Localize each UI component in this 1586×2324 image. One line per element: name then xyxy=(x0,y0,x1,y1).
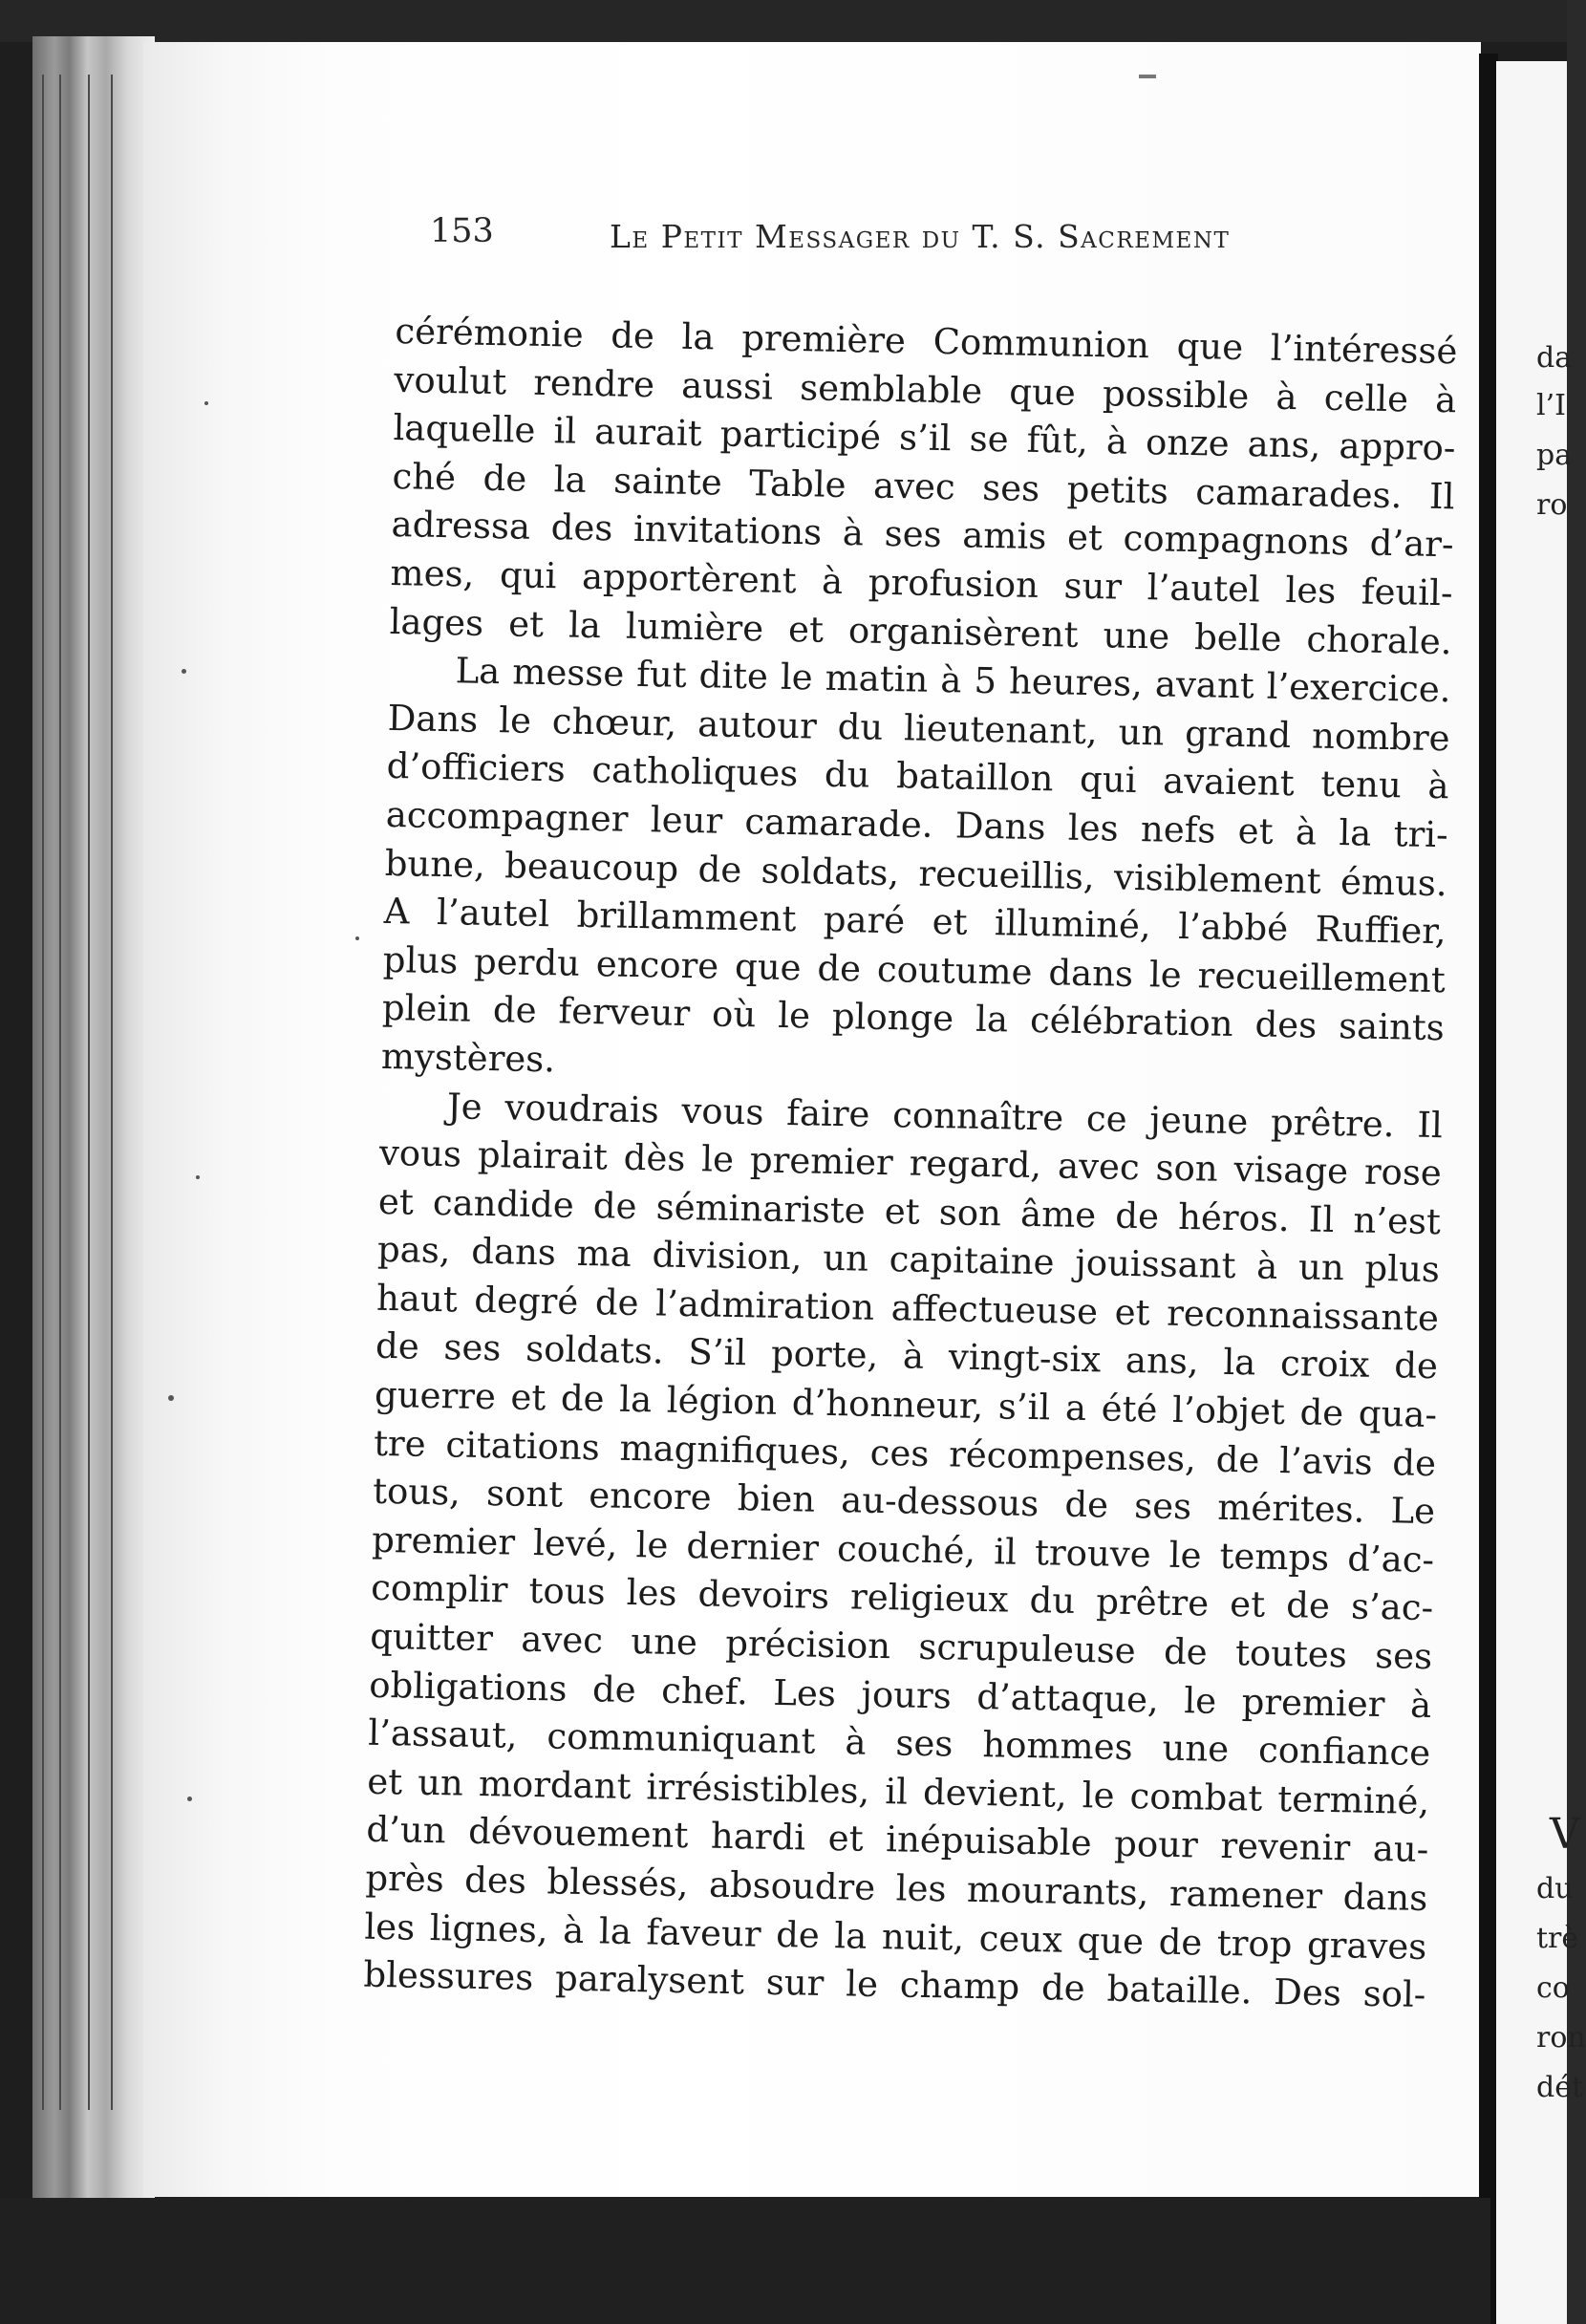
text-line: complir tous les devoirs religieux du prêtre et de s’ac- xyxy=(370,1567,1434,1629)
page-edge-line xyxy=(59,75,61,2110)
text-line: cérémonie de la première Communion que l’intéressé xyxy=(395,310,1458,373)
facing-page-fragment: dét xyxy=(1536,2071,1584,2104)
text-line: Je voudrais vous faire connaître ce jeune prêtre. Il xyxy=(446,1085,1444,1146)
text-line: d’un dévouement hardi et inépuisable pour revenir au- xyxy=(366,1809,1429,1871)
text-line: pas, dans ma division, un capitaine jouissant à un plus xyxy=(376,1229,1441,1291)
text-line: et candide de séminariste et son âme de héros. Il n’est xyxy=(377,1180,1442,1242)
facing-page-fragment: co xyxy=(1536,1971,1570,2005)
text-line: l’assaut, communiquant à ses hommes une confiance xyxy=(367,1711,1431,1775)
scan-speck xyxy=(196,1175,200,1179)
text-line: plein de ferveur où le plonge la célébration des saints xyxy=(381,987,1446,1049)
text-line: accompagner leur camarade. Dans les nefs et à la tri- xyxy=(385,793,1449,856)
facing-page-fragment: ron xyxy=(1536,2021,1586,2055)
scan-speck xyxy=(182,669,186,674)
facing-page-fragment: pa xyxy=(1536,439,1573,472)
facing-page-fragment: trè xyxy=(1536,1922,1579,1955)
text-line: mes, qui apportèrent à profusion sur l’autel les feuil- xyxy=(390,551,1453,614)
text-line: les lignes, à la faveur de la nuit, ceux que de trop graves xyxy=(364,1905,1427,1968)
text-line: et un mordant irrésistibles, il devient, le combat terminé, xyxy=(366,1760,1430,1822)
text-line: blessures paralysent sur le champ de bataille. Des sol- xyxy=(363,1953,1426,2016)
page-edge-line xyxy=(88,75,90,2110)
text-line: mystères. xyxy=(380,1035,556,1081)
text-line: ché de la sainte Table avec ses petits camarades. Il xyxy=(392,455,1455,518)
text-line: obligations de chef. Les jours d’attaque, le premier à xyxy=(368,1664,1432,1726)
scan-top-edge xyxy=(0,0,1567,42)
page-edge-line xyxy=(42,75,44,2110)
scan-bottom-edge xyxy=(0,2198,1490,2324)
page-stack-edges xyxy=(32,36,155,2215)
facing-page-fragment: du xyxy=(1536,1872,1574,1905)
scan-speck xyxy=(187,1797,192,1801)
scan-speck xyxy=(355,936,359,940)
scan-speck xyxy=(168,1395,174,1401)
page-mark xyxy=(1139,75,1156,78)
body-text xyxy=(363,308,1458,2020)
text-line: guerre et de la légion d’honneur, s’il a été l’objet de qua- xyxy=(374,1373,1438,1436)
text-line: tre citations magnifiques, ces récompenses, de l’avis de xyxy=(373,1422,1437,1484)
text-line: A l’autel brillamment paré et illuminé, l’abbé Ruffier, xyxy=(383,891,1447,953)
text-line: haut degré de l’admiration affectueuse et reconnaissante xyxy=(375,1277,1440,1340)
text-line: près des blessés, absoudre les mourants, ramener dans xyxy=(365,1857,1428,1920)
scan-speck xyxy=(204,401,208,405)
page-number: 153 xyxy=(430,212,494,250)
text-line: premier levé, le dernier couché, il trouve le temps d’ac- xyxy=(371,1518,1435,1581)
text-line: d’officiers catholiques du bataillon qui avaient tenu à xyxy=(386,745,1449,807)
page-edge-line xyxy=(111,75,113,2110)
text-line: La messe fut dite le matin à 5 heures, avant l’exercice. xyxy=(455,650,1451,711)
text-line: voulut rendre aussi semblable que possible à celle à xyxy=(394,358,1457,420)
facing-page-fragment: da xyxy=(1536,341,1573,375)
facing-page-fragment: ro xyxy=(1536,488,1568,522)
text-line: de ses soldats. S’il porte, à vingt-six ans, la croix de xyxy=(375,1325,1439,1388)
text-line: laquelle il aurait participé s’il se fût, à onze ans, appro- xyxy=(393,407,1456,469)
running-head: Le Petit Messager du T. S. Sacrement xyxy=(610,218,1231,255)
text-line: adressa des invitations à ses amis et compagnons d’ar- xyxy=(391,504,1454,566)
book-gutter xyxy=(1479,54,1498,2324)
text-line: Dans le chœur, autour du lieutenant, un grand nombre xyxy=(387,697,1450,760)
text-line: plus perdu encore que de coutume dans le recueillement xyxy=(382,938,1447,1001)
text-line: lages et la lumière et organisèrent une belle chorale. xyxy=(389,600,1452,662)
text-line: tous, sont encore bien au-dessous de ses mérites. Le xyxy=(372,1471,1436,1533)
facing-page-fragment: l’I xyxy=(1536,389,1566,422)
text-line: bune, beaucoup de soldats, recueillis, visiblement émus. xyxy=(384,842,1448,904)
facing-page-fragment: V xyxy=(1550,1810,1580,1859)
text-line: vous plairait dès le premier regard, avec son visage rose xyxy=(378,1131,1443,1194)
text-line: quitter avec une précision scrupuleuse de toutes ses xyxy=(369,1615,1433,1678)
